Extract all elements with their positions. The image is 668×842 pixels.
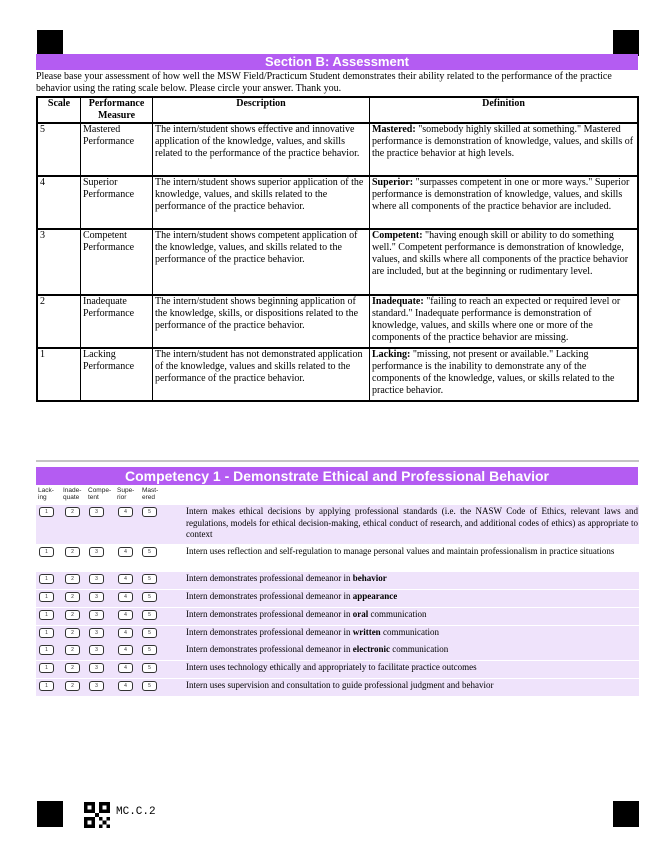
rating-option-1[interactable]: 1 [39, 507, 54, 517]
statement-text: Intern uses supervision and consultation to guide professional judgment and behavior [186, 680, 494, 690]
performance-measure: Mastered Performance [81, 123, 153, 176]
statement-emphasis: appearance [352, 591, 398, 601]
form-code: MC.C.2 [116, 806, 156, 818]
definition-term: Inadequate: [372, 296, 424, 307]
practice-behavior-statement [186, 546, 638, 558]
definition-text: "having enough skill or ability to do something well." Competent performance is demonstration of knowledge, values, and skills where all components of the practice behavior are included, but at the beginning or rudimentary level. [372, 230, 629, 277]
rating-option-1[interactable]: 1 [39, 592, 54, 602]
rating-option-4[interactable]: 4 [118, 592, 133, 602]
list-item [36, 572, 639, 589]
definition [370, 176, 639, 229]
competency-title: Competency 1 - Demonstrate Ethical and Professional Behavior [36, 467, 638, 485]
description: The intern/student shows superior application of the knowledge, values, and skills related to the performance of the practice behavior. [153, 176, 370, 229]
rating-header: Mast-ered [142, 487, 159, 501]
list-item [36, 679, 639, 696]
rating-option-5[interactable]: 5 [142, 645, 157, 655]
statement-text: Intern uses reflection and self-regulation to manage personal values and maintain professionalism in practice situations [186, 546, 615, 556]
rating-header: Compe-tent [88, 487, 112, 501]
rating-option-5[interactable]: 5 [142, 574, 157, 584]
rating-option-3[interactable]: 3 [89, 628, 104, 638]
rating-option-1[interactable]: 1 [39, 645, 54, 655]
table-row [37, 295, 638, 348]
rating-header: Inade-quate [63, 487, 82, 501]
rating-option-4[interactable]: 4 [118, 628, 133, 638]
rating-option-4[interactable]: 4 [118, 507, 133, 517]
statement-emphasis: behavior [352, 573, 387, 583]
definition [370, 295, 639, 348]
rating-option-5[interactable]: 5 [142, 547, 157, 557]
definition [370, 229, 639, 295]
list-item [36, 643, 639, 660]
rating-option-2[interactable]: 2 [65, 681, 80, 691]
statement-suffix: communication [368, 609, 427, 619]
statement-text: Intern uses technology ethically and appropriately to facilitate practice outcomes [186, 662, 477, 672]
section-b-title: Section B: Assessment [36, 54, 638, 70]
rating-option-1[interactable]: 1 [39, 628, 54, 638]
performance-measure: Lacking Performance [81, 348, 153, 401]
rating-option-3[interactable]: 3 [89, 645, 104, 655]
rating-option-3[interactable]: 3 [89, 592, 104, 602]
rating-option-5[interactable]: 5 [142, 610, 157, 620]
definition-text: "surpasses competent in one or more ways." Superior performance is demonstration of knowledge, values, and skills where all components of the practice behavior are included. [372, 177, 630, 212]
rating-option-2[interactable]: 2 [65, 628, 80, 638]
rating-option-1[interactable]: 1 [39, 574, 54, 584]
definition-text: "failing to reach an expected or required level or standard." Inadequate performance is demonstration of knowledge, values, and skills where one or more of the components of the practice behavior are missing. [372, 296, 621, 343]
definition-term: Superior: [372, 177, 414, 188]
statement-text: Intern demonstrates professional demeanor in [186, 609, 353, 619]
statement-text: Intern demonstrates professional demeanor in [186, 644, 353, 654]
rating-option-5[interactable]: 5 [142, 507, 157, 517]
rating-option-2[interactable]: 2 [65, 507, 80, 517]
statement-emphasis: oral [352, 609, 369, 619]
definition-text: "somebody highly skilled at something." Mastered performance is demonstration of knowledge, values, and skills of the practice behavior at high levels. [372, 124, 634, 159]
rating-option-1[interactable]: 1 [39, 681, 54, 691]
rating-option-3[interactable]: 3 [89, 681, 104, 691]
practice-behavior-statement [186, 591, 638, 603]
rating-option-2[interactable]: 2 [65, 610, 80, 620]
list-item [36, 626, 639, 643]
definition-term: Mastered: [372, 124, 416, 135]
rating-option-2[interactable]: 2 [65, 547, 80, 557]
table-row [37, 176, 638, 229]
rating-option-4[interactable]: 4 [118, 645, 133, 655]
practice-behavior-statement [186, 662, 638, 674]
performance-measure: Inadequate Performance [81, 295, 153, 348]
rating-option-4[interactable]: 4 [118, 681, 133, 691]
list-item [36, 505, 639, 544]
statement-text: Intern demonstrates professional demeanor in [186, 591, 353, 601]
header-scale: Scale [37, 97, 81, 123]
table-row [37, 123, 638, 176]
scale-value: 3 [37, 229, 81, 295]
header-description: Description [153, 97, 370, 123]
performance-measure: Competent Performance [81, 229, 153, 295]
rating-option-3[interactable]: 3 [89, 610, 104, 620]
rating-option-4[interactable]: 4 [118, 574, 133, 584]
rating-option-3[interactable]: 3 [89, 507, 104, 517]
registration-mark-bottom-right [613, 801, 639, 827]
list-item [36, 661, 639, 678]
table-row [37, 229, 638, 295]
rating-option-5[interactable]: 5 [142, 592, 157, 602]
rating-header: Supe-rior [117, 487, 135, 501]
statement-suffix: communication [390, 644, 449, 654]
header-performance-measure: Performance Measure [81, 97, 153, 123]
list-item [36, 590, 639, 607]
performance-measure: Superior Performance [81, 176, 153, 229]
rating-option-4[interactable]: 4 [118, 663, 133, 673]
rating-option-2[interactable]: 2 [65, 663, 80, 673]
table-header-row [37, 97, 638, 123]
rating-option-5[interactable]: 5 [142, 681, 157, 691]
list-item [36, 545, 639, 570]
rating-header: Lack-ing [38, 487, 54, 501]
practice-behavior-statement [186, 627, 638, 639]
definition [370, 348, 639, 401]
statement-emphasis: written [352, 627, 381, 637]
rating-option-2[interactable]: 2 [65, 574, 80, 584]
rating-option-3[interactable]: 3 [89, 574, 104, 584]
rating-option-2[interactable]: 2 [65, 592, 80, 602]
rating-option-1[interactable]: 1 [39, 663, 54, 673]
statement-text: Intern demonstrates professional demeanor in [186, 573, 353, 583]
rating-option-3[interactable]: 3 [89, 547, 104, 557]
section-divider [36, 460, 639, 462]
rating-option-2[interactable]: 2 [65, 645, 80, 655]
rating-option-1[interactable]: 1 [39, 610, 54, 620]
definition-text: "missing, not present or available." Lacking performance is the inability to demonstrate any of the components of the knowledge, values, or skills related to the practice behavior. [372, 349, 615, 396]
scale-value: 1 [37, 348, 81, 401]
rating-option-4[interactable]: 4 [118, 547, 133, 557]
rating-option-4[interactable]: 4 [118, 610, 133, 620]
header-definition: Definition [370, 97, 639, 123]
registration-mark-bottom-left [37, 801, 63, 827]
qr-code-icon [84, 802, 110, 828]
practice-behavior-statement [186, 506, 638, 541]
statement-emphasis: electronic [352, 644, 391, 654]
scale-value: 4 [37, 176, 81, 229]
description: The intern/student shows effective and innovative application of the knowledge, values, and skills related to the performance of the practice behavior. [153, 123, 370, 176]
practice-behavior-statement [186, 573, 638, 585]
description: The intern/student shows competent application of the knowledge, values, and skills related to the performance of the practice behavior. [153, 229, 370, 295]
list-item [36, 608, 639, 625]
rating-option-5[interactable]: 5 [142, 628, 157, 638]
scale-value: 5 [37, 123, 81, 176]
table-row [37, 348, 638, 401]
definition-term: Lacking: [372, 349, 411, 360]
statement-text: Intern demonstrates professional demeanor in [186, 627, 353, 637]
definition-term: Competent: [372, 230, 423, 241]
practice-behavior-statement [186, 680, 638, 692]
description: The intern/student shows beginning application of the knowledge, skills, or dispositions related to the performance of the practice behavior. [153, 295, 370, 348]
practice-behavior-statement [186, 609, 638, 621]
rating-option-3[interactable]: 3 [89, 663, 104, 673]
registration-mark-top-left [37, 30, 63, 56]
statement-text: Intern makes ethical decisions by applying professional standards (i.e. the NASW Code of Ethics, relevant laws and regulations, models for ethical decision-making, ethical conduct of research, and additional codes of ethics) as appropriate to context [186, 506, 638, 539]
registration-mark-top-right [613, 30, 639, 56]
practice-behavior-statement [186, 644, 638, 656]
statement-suffix: communication [380, 627, 439, 637]
section-b-intro: Please base your assessment of how well the MSW Field/Practicum Student demonstrates their ability related to the performance of the practice behavior using the rating scale below. Please circle your answer. Thank you. [36, 71, 612, 94]
scale-value: 2 [37, 295, 81, 348]
definition [370, 123, 639, 176]
description: The intern/student has not demonstrated application of the knowledge, values and skills related to the performance of the practice behavior. [153, 348, 370, 401]
rating-option-5[interactable]: 5 [142, 663, 157, 673]
rating-option-1[interactable]: 1 [39, 547, 54, 557]
rating-scale-table [36, 96, 639, 402]
